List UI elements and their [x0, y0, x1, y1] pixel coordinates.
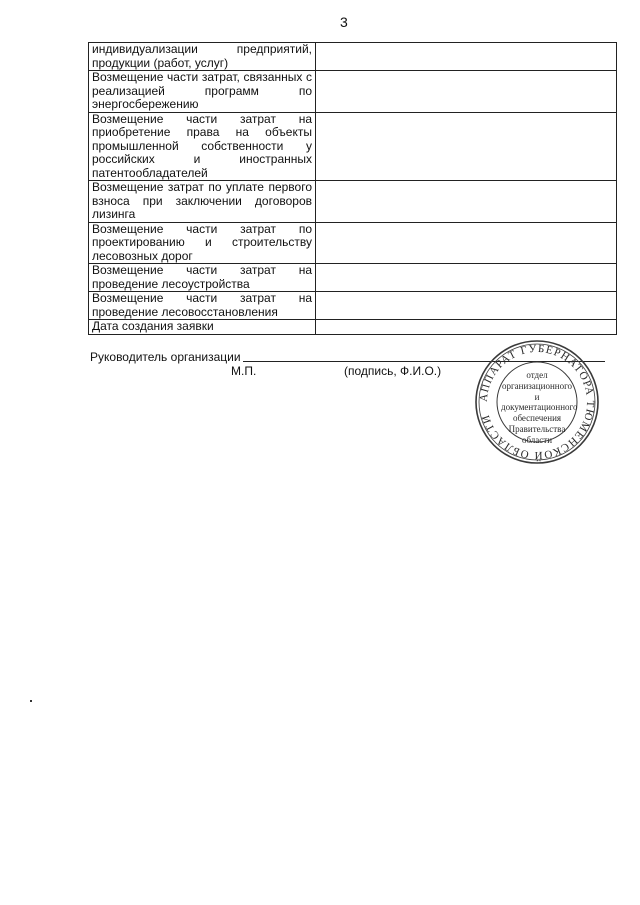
row-label: индивидуализации предприятий, продукции (работ, услуг) [89, 43, 316, 71]
row-label: Возмещение части затрат на проведение лесоустройства [89, 264, 316, 292]
row-value [316, 43, 617, 71]
table-row [89, 181, 617, 223]
signature-hint: (подпись, Ф.И.О.) [344, 364, 442, 378]
table-row [89, 222, 617, 264]
form-table [88, 42, 617, 335]
row-label: Возмещение части затрат, связанных с реализацией программ по энергосбережению [89, 71, 316, 113]
margin-mark [30, 700, 32, 702]
row-value [316, 112, 617, 181]
row-label: Возмещение затрат по уплате первого взноса при заключении договоров лизинга [89, 181, 316, 223]
row-value [316, 71, 617, 113]
signature-label: Руководитель организации [90, 350, 241, 364]
row-label: Возмещение части затрат на приобретение права на объекты промышленной собственности у российских и иностранных патентообладателей [89, 112, 316, 181]
seal-place-label: М.П. [231, 364, 257, 378]
row-label: Возмещение части затрат по проектированию и строительству лесовозных дорог [89, 222, 316, 264]
table-row [89, 71, 617, 113]
row-value [316, 222, 617, 264]
table-row [89, 43, 617, 71]
table-row [89, 264, 617, 292]
row-value [316, 264, 617, 292]
page-number: 3 [340, 14, 348, 30]
table-row [89, 320, 617, 335]
table-row [89, 112, 617, 181]
row-value [316, 181, 617, 223]
stamp-center-text: отдел организационного и документационного обеспечения Правительства области [501, 370, 578, 445]
stamp-ring-text: АППАРАТ ГУБЕРНАТОРА ТЮМЕНСКОЙ ОБЛАСТИ [477, 342, 597, 462]
row-label: Возмещение части затрат на проведение лесовосстановления [89, 292, 316, 320]
row-value [316, 292, 617, 320]
row-label: Дата создания заявки [89, 320, 316, 335]
table-row [89, 292, 617, 320]
row-value [316, 320, 617, 335]
